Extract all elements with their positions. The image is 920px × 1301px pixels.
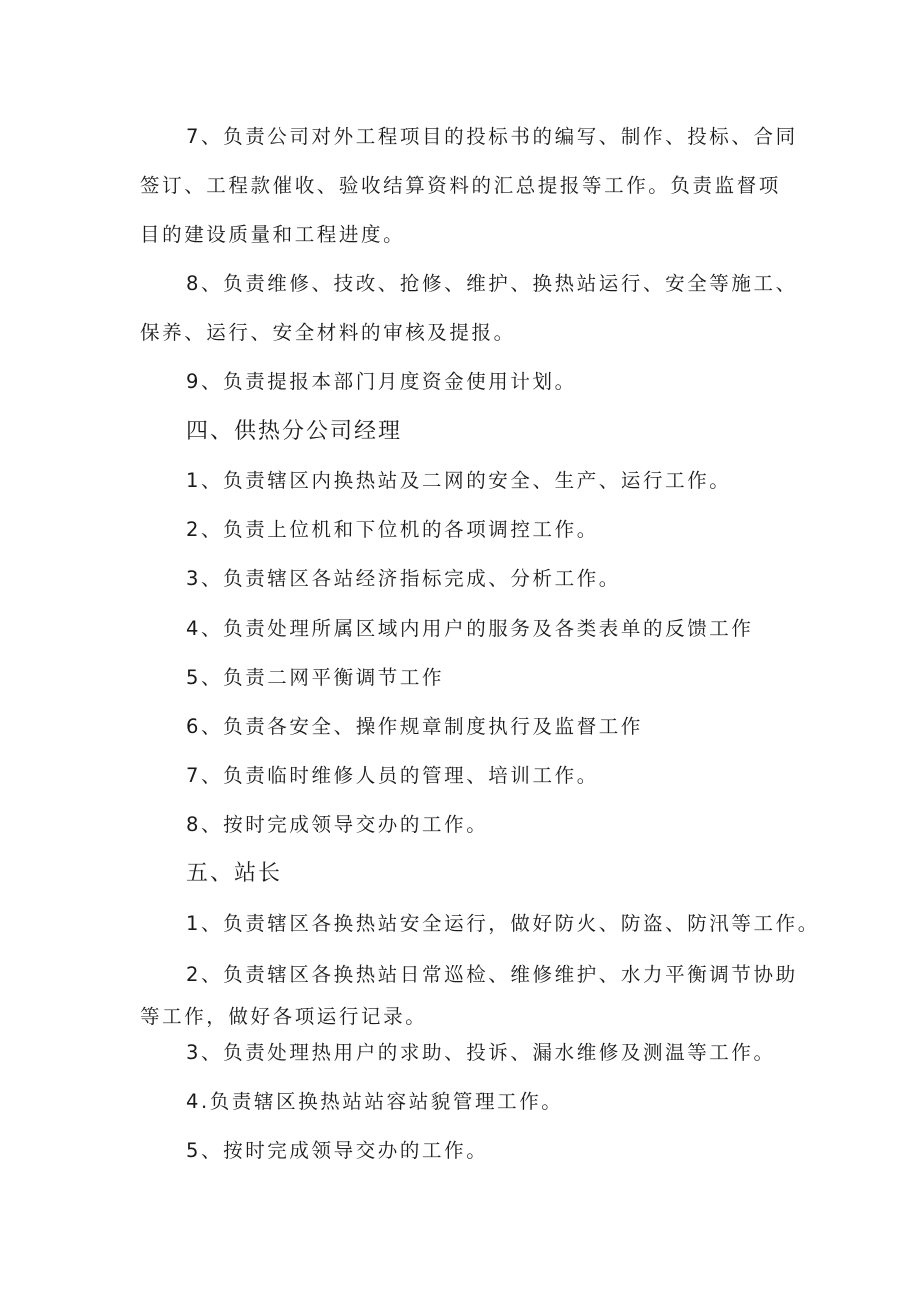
list-item: 1、负责辖区各换热站安全运行，做好防火、防盗、防汛等工作。 — [186, 912, 820, 935]
section-heading-5: 五、站长 — [186, 861, 283, 886]
paragraph-item-9: 9、负责提报本部门月度资金使用计划。 — [186, 370, 577, 393]
list-item: 3、负责处理热用户的求助、投诉、漏水维修及测温等工作。 — [186, 1041, 776, 1064]
list-item: 2、负责上位机和下位机的各项调控工作。 — [186, 518, 599, 541]
paragraph-item-8: 8、负责维修、技改、抢修、维护、换热站运行、安全等施工、保养、运行、安全材料的审核及提报。 — [140, 272, 798, 344]
section-heading-4: 四、供热分公司经理 — [186, 419, 403, 444]
list-item: 3、负责辖区各站经济指标完成、分析工作。 — [186, 567, 621, 590]
list-item: 4.负责辖区换热站站容站貌管理工作。 — [186, 1090, 564, 1113]
list-item: 4、负责处理所属区域内用户的服务及各类表单的反馈工作 — [186, 617, 754, 640]
list-item: 1、负责辖区内换热站及二网的安全、生产、运行工作。 — [186, 469, 732, 492]
list-item: 2、负责辖区各换热站日常巡检、维修维护、水力平衡调节协助等工作，做好各项运行记录。 — [140, 963, 798, 1028]
list-item: 7、负责临时维修人员的管理、培训工作。 — [186, 764, 599, 787]
list-item: 6、负责各安全、操作规章制度执行及监督工作 — [186, 715, 644, 738]
list-item: 5、按时完成领导交办的工作。 — [186, 1139, 489, 1162]
list-item: 8、按时完成领导交办的工作。 — [186, 813, 489, 836]
paragraph-item-7: 7、负责公司对外工程项目的投标书的编写、制作、投标、合同签订、工程款催收、验收结算资料的汇总提报等工作。负责监督项目的建设质量和工程进度。 — [140, 125, 798, 246]
list-item: 5、负责二网平衡调节工作 — [186, 666, 445, 689]
